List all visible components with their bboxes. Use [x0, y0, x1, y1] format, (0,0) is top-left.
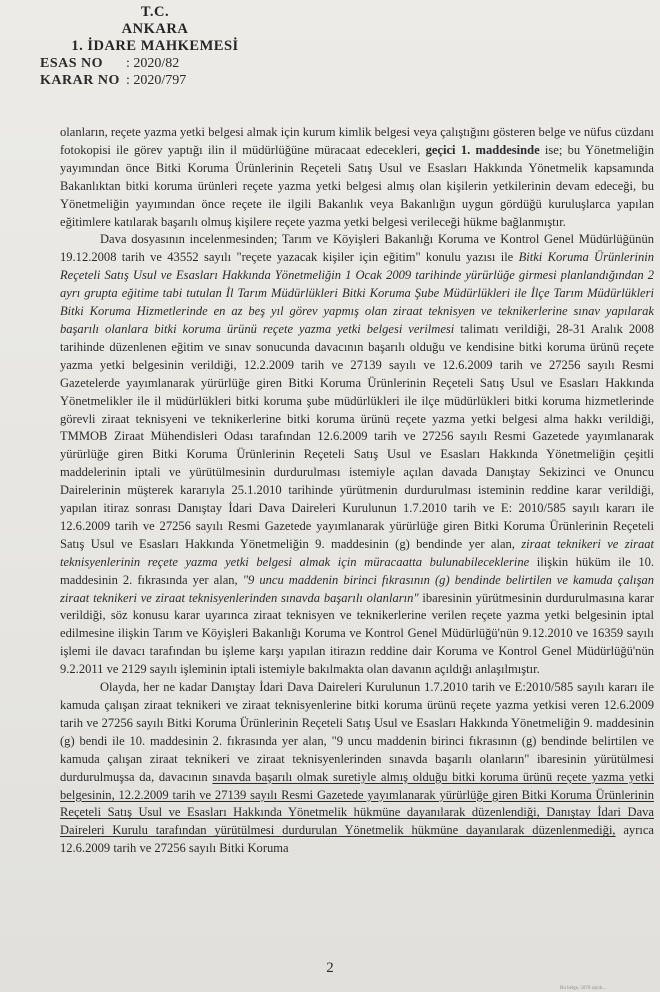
p2-text-g: ibaresinin yürütmesinin durdurulmasına karar verildiği, söz konusu karar uyarınca ziraat teknisyen ve teknikerlerine verilen reçete yazma yetki belgesinin iptal edilmesine ilişkin Tarım ve Köyişleri Bakanlığı Koruma ve Kontrol Genel Müdürlüğü'nün 9.12.2010 ve 16359 sayılı işlemi ile davacı tarafından bu işleme karşı yapılan itirazın reddine dair Koruma ve Kontrol Genel Müdürlüğü'nün 9.2.2011 ve 2129 sayılı işleminin iptali istemiyle bakılmakta olan davanın açıldığı anlaşılmıştır. — [60, 590, 654, 677]
header-city: ANKARA — [121, 21, 189, 37]
paragraph-3 — [60, 679, 654, 858]
p2-italic-d: ziraat teknikeri ve ziraat teknisyenlerinin reçete yazma yetki belgesi almak için müracaatta bulunabileceklerine — [60, 536, 654, 569]
p1-bold-ref: geçici 1. maddesinde — [425, 142, 540, 157]
esas-row — [40, 55, 270, 72]
p3-text-a: Olayda, her ne kadar Danıştay İdari Dava Daireleri Kurulunun 1.7.2010 tarih ve E:2010/585 sayılı kararı ile kamuda çalışan ziraat teknikeri ve ziraat teknisyenlerine bitki koruma ürünü reçete yazma yetkisi veren 12.6.2009 tarih ve 27256 sayılı Bitki Koruma Ürünlerinin Reçeteli Satış Usul ve Esasları Hakkında Yönetmeliğin 9. maddesinin (g) bendi ile 10. maddesinin 2. fıkrasında yer alan, "9 uncu maddenin birinci fıkrasının (g) bendinde belirtilen ve kamuda çalışan ziraat teknikeri ve ziraat teknisyenlerinden sınavda başarılı olanların" ibaresinin yürütülmesi durdurulmuşsa da, davacının — [60, 680, 654, 784]
karar-row — [40, 72, 270, 89]
esas-value: : 2020/82 — [126, 56, 180, 71]
document-body — [60, 124, 654, 858]
esas-label: ESAS NO — [40, 56, 104, 71]
p2-italic-b: Bitki Koruma Ürünlerinin Reçeteli Satış Usul ve Esasları Hakkında Yönetmeliğin 1 Ocak 2009 tarihinde yürürlüğe girmesi planlandığından 2 ayrı grupta eğitime tabi tutulan İl Tarım Müdürlükleri Bitki Koruma Şube Müdürlükleri ile İlçe Tarım Müdürlükleri Bitki Koruma Hizmetlerinde en az beş yıl görev yapmış olan ziraat teknisyen ve teknikerlerine sınav yapılarak başarılı olanlara bitki koruma ürünü reçete yazma yetki belgesi verilmesi — [60, 250, 655, 336]
p2-text-a: Dava dosyasının incelenmesinden; Tarım ve Köyişleri Bakanlığı Koruma ve Kontrol Genel Müdürlüğünün 19.12.2008 tarih ve 43552 sayılı "reçete yazacak kişiler için eğitim" konulu yazısı ile — [60, 232, 654, 265]
header-court: 1. İDARE MAHKEMESİ — [71, 38, 239, 54]
header-tc: T.C. — [140, 4, 170, 20]
p1-text-a: olanların, reçete yazma yetki belgesi almak için kurum kimlik belgesi veya çalıştığını gösteren belge ve nüfus cüzdanı fotokopisi ile görev yaptığı ilin il müdürlüğüne müracaat edecekleri, — [60, 125, 654, 157]
p1-text-c: ise; bu Yönetmeliğin yayımından önce Bitki Koruma Ürünlerinin Reçeteli Satış Usul ve Esasları Hakkında Yönetmelik kapsamında Bakanlıktan bitki koruma ürünleri reçete yazma yetki belgesi almış olan kişilerin yetkilerinin devam edeceği, bu Yönetmeliğin yayımından önce reçete ile ilgili Bakanlık veya Bakanlığın uygun gördüğü kuruluşlarca yapılan eğitimlere katılarak başarılı olmuş kişilere reçete yazma yetki belgesi verileceği hükme bağlanmıştır. — [60, 142, 654, 229]
p3-text-z: ayrıca 12.6.2009 tarih ve 27256 sayılı Bitki Koruma — [60, 823, 654, 856]
footer-text: Bu belge, 5070 sayılı... — [560, 986, 607, 991]
p2-italic-f: "9 uncu maddenin birinci fıkrasının (g) bendinde belirtilen ve kamuda çalışan ziraat teknikeri ve ziraat teknisyenlerinden sınavda başarılı olanların" — [60, 572, 655, 605]
document-header — [40, 4, 270, 89]
karar-label: KARAR NO — [40, 73, 120, 88]
p2-text-c: talimatı verildiği, 28-31 Aralık 2008 tarihinde düzenlenen eğitim ve sınav sonucunda davacının başarılı olduğu ve kendisine bitki koruma ürünü reçete yazma yetki belgesinin verildiği, 12.2.2009 tarih ve 27139 sayılı ve 12.6.2009 tarih ve 27256 sayılı Resmi Gazetelerde yayımlanarak yürürlüğe giren Bitki Koruma Ürünlerinin Reçeteli Satış Usul ve Esasları Hakkında Yönetmelikler ile il müdürlükleri bitki koruma şube müdürlükleri ile ilçe müdürlükleri bitki koruma hizmetlerinde görevli ziraat teknisyeni ve teknikerlerine bitki koruma ürünü reçete yazma yetki belgesi alma hakkı verildiği, TMMOB Ziraat Mühendisleri Odası tarafından 12.6.2009 tarih ve 27256 sayılı Resmi Gazetede yayımlanarak yürürlüğe giren Bitki Koruma Ürünlerinin Reçeteli Satış Usul ve Esasları Hakkında Yönetmeliğin çeşitli maddelerinin iptali ve yürütülmesinin durdurulması istemiyle açılan davada Danıştay Sekizinci ve Onuncu Dairelerinin müşterek kararıyla 25.1.2010 tarihinde yürütmenin durdurulması isteminin reddine karar verildiği, yapılan itiraz sonrası Danıştay İdari Dava Daireleri Kurulunun 1.7.2010 tarih ve E: 2010/585 sayılı kararı ile 12.6.2009 tarih ve 27256 sayılı Resmi Gazetede yayımlanarak yürürlüğe giren Bitki Koruma Ürünlerinin Reçeteli Satış Usul ve Esasları Hakkında Yönetmeliğin 9. maddesinin (g) bendinde yer alan, — [60, 321, 654, 551]
p2-text-e: ilişkin hüküm ile 10. maddesinin 2. fıkrasında yer alan, — [60, 554, 654, 587]
p3-underlined: sınavda başarılı olmak suretiyle almış olduğu bitki koruma ürünü reçete yazma yetki belgesinin, 12.2.2009 tarih ve 27139 sayılı Resmi Gazetede yayımlanarak yürürlüğe giren Bitki Koruma Ürünlerinin Reçeteli Satış Usul ve Esasları Hakkında Yönetmelik hükmüne dayanılarak düzenlendiği, Danıştay İdari Dava Daireleri Kurulu tarafından yürütülmesi durdurulan Yönetmelik hükmüne dayanılarak düzenlenmediği, — [60, 769, 654, 838]
paragraph-1 — [60, 124, 654, 231]
paragraph-2 — [60, 231, 654, 679]
page-number: 2 — [326, 960, 334, 976]
karar-value: : 2020/797 — [126, 73, 187, 88]
